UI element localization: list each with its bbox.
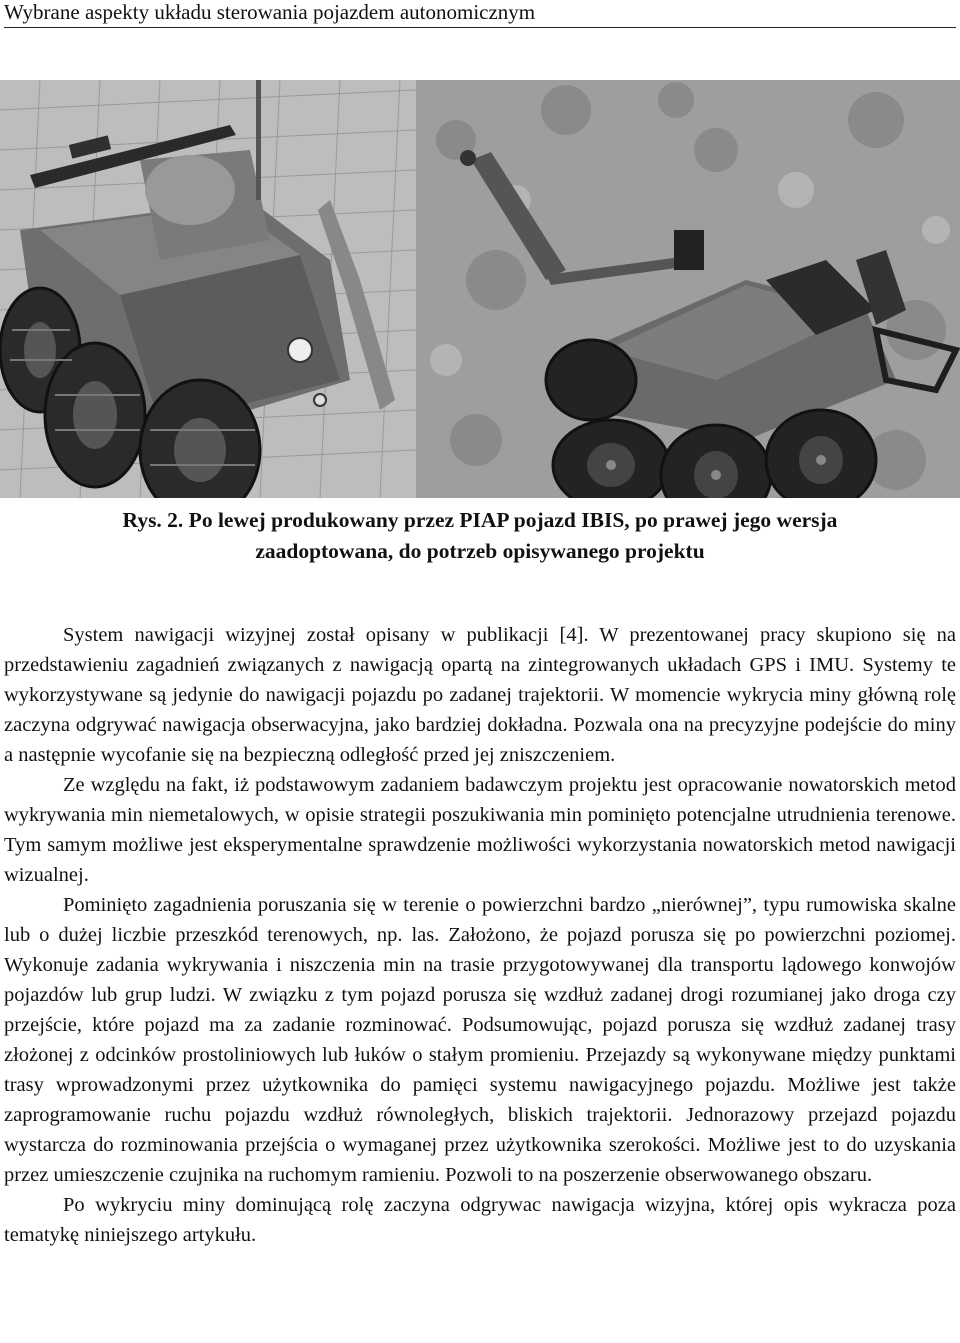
- figure-caption: [60, 505, 900, 567]
- paragraph: Ze względu na fakt, iż podstawowym zadaniem badawczym projektu jest opracowanie nowatorskich metod wykrywania min niemetalowych, w opisie strategii poszukiwania min pominięto potencjalne utrudnienia terenowe. Tym samym możliwe jest eksperymentalne sprawdzenie możliwości wykorzystania nowatorskich metod nawigacji wizualnej.: [4, 774, 956, 886]
- photo-ibis-original: [0, 80, 416, 498]
- figure: [0, 80, 960, 498]
- paragraph: Pominięto zagadnienia poruszania się w terenie o powierzchni bardzo „nierównej”, typu rumowiska skalne lub o dużej liczbie przeszkód terenowych, np. las. Założono, że pojazd porusza się po powierzchni poziomej. Wykonuje zadania wykrywania i niszczenia min na trasie przygotowywanej dla transportu lądowego konwojów pojazdów lub grup ludzi. W związku z tym pojazd porusza się wzdłuż zadanej drogi rozumianej jako droga czy przejście, które pojazd ma za zadanie rozminować. Podsumowując, pojazd porusza się wzdłuż zadanej trasy złożonej z odcinków prostoliniowych lub łuków o stałym promieniu. Przejazdy są wykonywane między punktami trasy wprowadzonymi przez użytkownika do pamięci systemu nawigacyjnego pojazdu. Możliwe jest także zaprogramowanie ruchu pojazdu wzdłuż równoległych, bliskich trajektorii. Jednorazowy przejazd pojazdu wystarcza do rozminowania przejścia o wymaganej przez użytkownika szerokości. Możliwe jest to do uzyskania przez umieszczenie czujnika na ruchomym ramieniu. Pozwoli to na poszerzenie obserwowanego obszaru.: [4, 894, 956, 1186]
- body-text: [4, 620, 956, 1250]
- figure-caption-line: Rys. 2. Po lewej produkowany przez PIAP pojazd IBIS, po prawej jego wersja: [122, 508, 838, 532]
- figure-caption-line: zaadoptowana, do potrzeb opisywanego projektu: [255, 539, 705, 563]
- running-header: Wybrane aspekty układu sterowania pojazdem autonomicznym: [4, 0, 956, 28]
- photo-ibis-adapted: [416, 80, 960, 498]
- photo-ibis-original-image: [0, 80, 416, 498]
- paragraph: Po wykryciu miny dominującą rolę zaczyna odgrywac nawigacja wizyjna, której opis wykracza poza tematykę niniejszego artykułu.: [4, 1194, 956, 1246]
- paragraph: System nawigacji wizyjnej został opisany w publikacji [4]. W prezentowanej pracy skupiono się na przedstawieniu zagadnień związanych z nawigacją opartą na zintegrowanych układach GPS i IMU. Systemy te wykorzystywane są jedynie do nawigacji pojazdu po zadanej trajektorii. W momencie wykrycia miny główną rolę zaczyna odgrywać nawigacja obserwacyjna, jako bardziej dokładna. Pozwala ona na precyzyjne podejście do miny a następnie wycofanie się na bezpieczną odległość przed jej zniszczeniem.: [4, 624, 956, 766]
- photo-ibis-adapted-image: [416, 80, 960, 498]
